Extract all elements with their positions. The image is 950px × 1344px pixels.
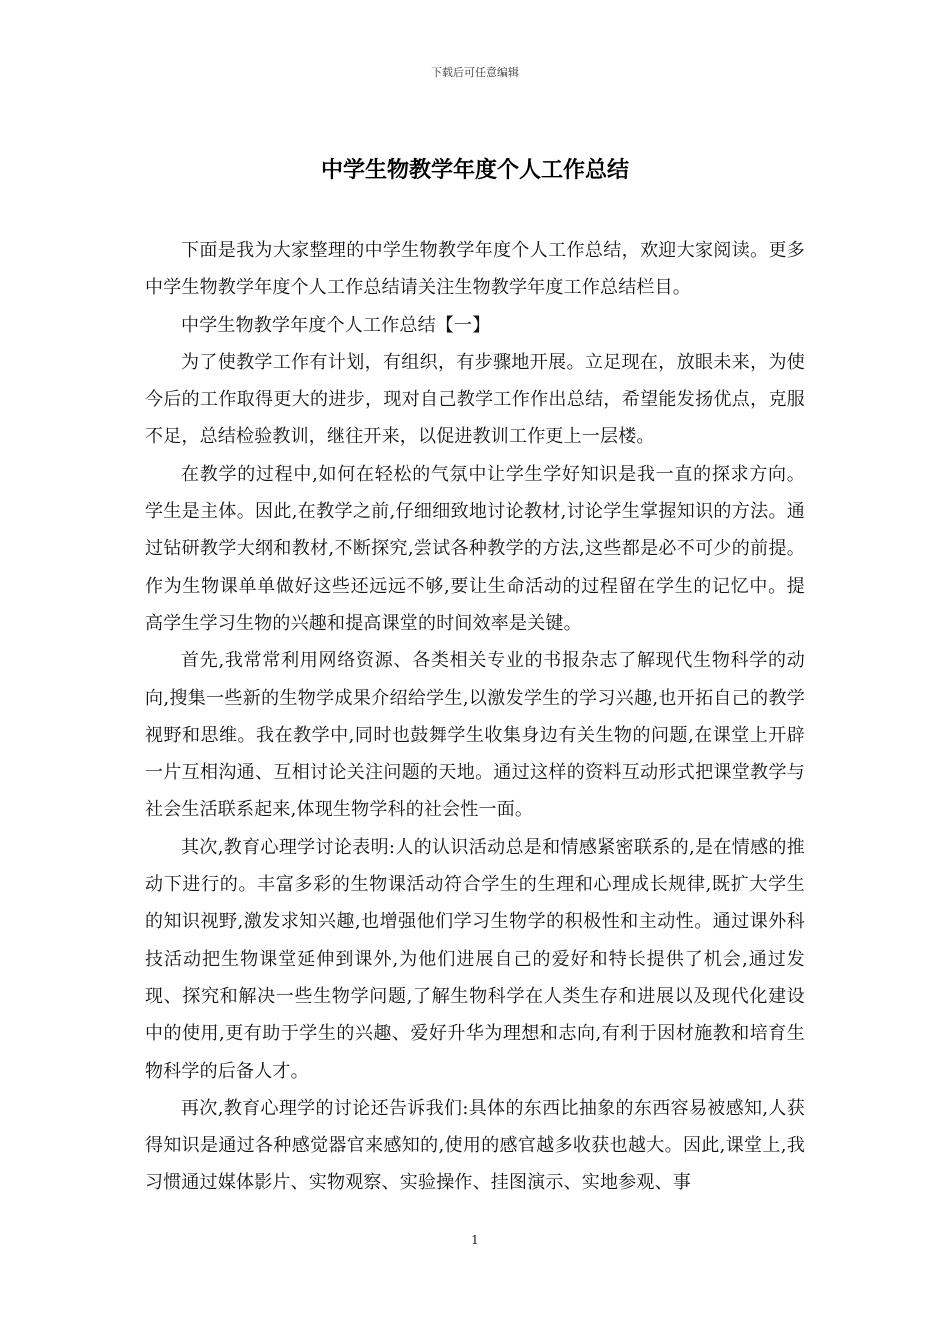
document-title: 中学生物教学年度个人工作总结: [320, 157, 629, 183]
body-paragraph: 在教学的过程中,如何在轻松的气氛中让学生学好知识是我一直的探求方向。学生是主体。因此,在教学之前,仔细细致地讨论教材,讨论学生掌握知识的方法。通过钻研教学大纲和教材,不断探究,尝试各种教学的方法,这些都是必不可少的前提。作为生物课单单做好这些还远远不够,要让生命活动的过程留在学生的记忆中。提高学生学习生物的兴趣和提高课堂的时间效率是关键。: [145, 463, 805, 634]
intro-paragraph: 下面是我为大家整理的中学生物教学年度个人工作总结，欢迎大家阅读。更多中学生物教学年度个人工作总结请关注生物教学年度工作总结栏目。: [145, 240, 805, 299]
body-paragraph: 其次,教育心理学讨论表明:人的认识活动总是和情感紧密联系的,是在情感的推动下进行的。丰富多彩的生物课活动符合学生的生理和心理成长规律,既扩大学生的知识视野,激发求知兴趣,也增强他们学习生物学的积极性和主动性。通过课外科技活动把生物课堂延伸到课外,为他们进展自己的爱好和特长提供了机会,通过发现、探究和解决一些生物学问题,了解生物科学在人类生存和进展以及现代化建设中的使用,更有助于学生的兴趣、爱好升华为理想和志向,有利于因材施教和培育生物科学的后备人才。: [145, 836, 805, 1082]
section-heading: 中学生物教学年度个人工作总结【一】: [181, 314, 491, 336]
body-paragraph: 为了使教学工作有计划，有组织，有步骤地开展。立足现在，放眼未来，为使今后的工作取得更大的进步，现对自己教学工作作出总结，希望能发扬优点，克服不足，总结检验教训，继往开来，以促进教训工作更上一层楼。: [145, 351, 805, 448]
page-number: 1: [471, 1233, 479, 1247]
body-paragraph: 首先,我常常利用网络资源、各类相关专业的书报杂志了解现代生物科学的动向,搜集一些新的生物学成果介绍给学生,以激发学生的学习兴趣,也开拓自己的教学视野和思维。我在教学中,同时也鼓舞学生收集身边有关生物的问题,在课堂上开辟一片互相沟通、互相讨论关注问题的天地。通过这样的资料互动形式把课堂教学与社会生活联系起来,体现生物学科的社会性一面。: [145, 650, 805, 821]
body-paragraph: 再次,教育心理学的讨论还告诉我们:具体的东西比抽象的东西容易被感知,人获得知识是通过各种感觉器官来感知的,使用的感官越多收获也越大。因此,课堂上,我习惯通过媒体影片、实物观察、实验操作、挂图演示、实地参观、事: [145, 1097, 805, 1194]
page-header-note: 下载后可任意编辑: [431, 66, 519, 79]
document-body: [145, 232, 805, 1202]
